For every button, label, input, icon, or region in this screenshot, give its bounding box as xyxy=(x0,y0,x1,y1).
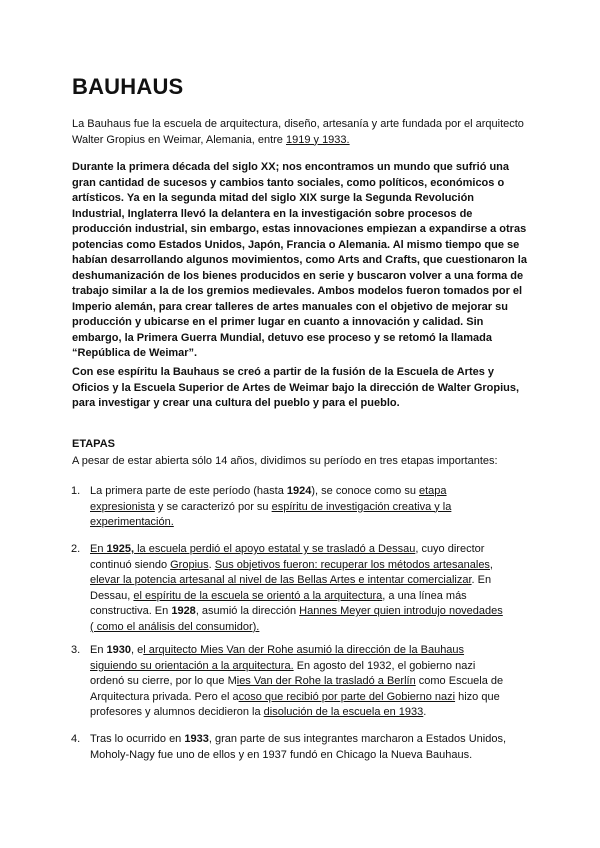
item-text: la escuela perdió el apoyo estatal y se trasladó a Dessau xyxy=(134,543,416,555)
item-text: y se caracterizó por su xyxy=(154,500,272,513)
item-text: En agosto del 1932, el gobierno nazi ordenó su cierre, por lo que M xyxy=(90,659,476,687)
item-text: hizo que profesores y alumnos decidieron la xyxy=(90,690,500,718)
item-text: . En Dessau, xyxy=(90,574,492,602)
item-year: 1933 xyxy=(184,733,209,745)
item-text: como Escuela de Arquitectura privada. Pero el a xyxy=(90,675,504,703)
item-underlined-text: el espíritu de la escuela se orientó a la arquitectura xyxy=(133,589,383,602)
item-text: , gran parte de sus integrantes marcharon a Estados Unidos, Moholy-Nagy fue uno de ellos y en 1937 fundó en Chicago la Nueva Bauhaus. xyxy=(90,733,507,761)
item-underlined-text: l arquitecto Mies Van der Rohe asumió la dirección de la Bauhaus siguiendo su orientación a la arquitectura. xyxy=(90,644,465,672)
item-underlined-text: Hannes Meyer quien introdujo novedades ( como el análisis del consumidor). xyxy=(90,605,503,633)
item-text: En xyxy=(90,644,107,656)
list-item xyxy=(71,643,508,721)
item-underlined-text: coso que recibió por parte del Gobierno nazi xyxy=(238,690,456,703)
intro-dates: 1919 y 1933. xyxy=(285,133,350,146)
item-year: 1930 xyxy=(106,644,131,656)
item-underlined-text: Gropius xyxy=(170,558,209,571)
item-text: , e xyxy=(131,644,144,656)
item-underlined-text: etapa expresionista xyxy=(90,485,447,513)
item-text: . xyxy=(423,706,427,718)
item-underlined-text xyxy=(90,543,415,555)
item-text: ), se conoce como su xyxy=(311,485,419,497)
item-text: . xyxy=(208,558,215,571)
intro-paragraph xyxy=(72,117,527,148)
item-text: , asumió la dirección xyxy=(195,605,300,617)
list-item-number: 1. xyxy=(71,485,81,497)
etapas-intro: A pesar de estar abierta sólo 14 años, dividimos su período en tres etapas importantes: xyxy=(72,455,498,467)
item-underlined-text: ies Van der Rohe la trasladó a Berlín xyxy=(236,675,416,687)
page-title: BAUHAUS xyxy=(72,74,184,99)
item-year: 1925, xyxy=(106,543,135,555)
list-item-number: 3. xyxy=(71,644,81,656)
item-year: 1928 xyxy=(171,605,196,617)
item-text: La primera parte de este período (hasta xyxy=(90,485,287,497)
list-item xyxy=(71,484,508,531)
list-item-number: 2. xyxy=(71,543,81,555)
intro-text: La Bauhaus fue la escuela de arquitectura, diseño, artesanía y arte fundada por el arquitecto Walter Gropius en Weimar, Alemania, entre xyxy=(72,118,524,146)
item-text: Tras lo ocurrido en xyxy=(90,733,185,745)
item-year: 1924 xyxy=(286,485,312,497)
list-item xyxy=(71,732,508,763)
origin-paragraph: Con ese espíritu la Bauhaus se creó a partir de la fusión de la Escuela de Artes y Oficios y la Escuela Superior de Artes de Weimar bajo la dirección de Walter Gropius, para investigar y crear una cultura del pueblo y para el pueblo. xyxy=(72,366,520,409)
list-item xyxy=(71,542,508,635)
item-text: , a una línea más constructiva. En xyxy=(90,589,467,617)
etapas-heading: ETAPAS xyxy=(72,438,115,450)
list-item-number: 4. xyxy=(71,733,81,745)
context-paragraph: Durante la primera década del siglo XX; nos encontramos un mundo que sufrió una gran cantidad de sucesos y cambios tanto sociales, como políticos, económicos o artísticos. Ya en la segunda mitad del siglo XIX surge la Segunda Revolución Industrial, Inglaterra llevó la delantera en la investigación sobre procesos de producción industrial, sin embargo, estas innovaciones empiezan a expandirse a otras potencias como Estados Unidos, Japón, Francia o Alemania. Al mismo tiempo que se habían desarrollando algunos movimientos, como Arts and Crafts, que cuestionaron la deshumanización de los bienes producidos en serie y buscaron volver a una forma de trabajo similar a la de los gremios medievales. Ambos modelos fueron tomados por el Imperio alemán, para crear talleres de artes manuales con el objetivo de mejorar su producción y ubicarse en el primer lugar en cuanto a innovación y calidad. Sin embargo, la Primera Guerra Mundial, detuvo ese proceso y se retomó la llamada “República de Weimar”. xyxy=(72,161,527,359)
item-text: En xyxy=(90,543,107,555)
item-underlined-text: espíritu de investigación creativa y la experimentación. xyxy=(90,500,452,528)
item-underlined-text: Sus objetivos fueron: recuperar los métodos artesanales, elevar la potencia artesanal al nivel de las Bellas Artes e intentar comercializar xyxy=(90,558,493,586)
item-text: , cuyo director continuó siendo xyxy=(90,543,485,571)
item-underlined-text: disolución de la escuela en 1933 xyxy=(263,706,424,718)
